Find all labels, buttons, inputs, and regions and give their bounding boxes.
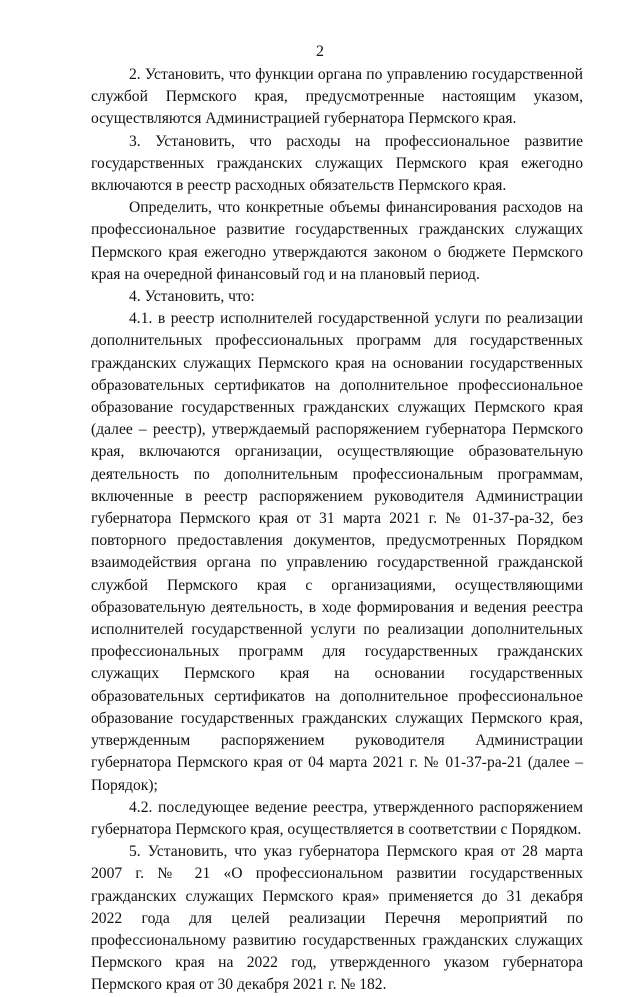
paragraph-clause-3: 3. Установить, что расходы на профессиональное развитие государственных гражданских служащих Пермского края ежегодно включаются в реестр расходных обязательств Пермского края.	[91, 132, 583, 195]
document-body	[91, 64, 583, 997]
paragraph-clause-2: 2. Установить, что функции органа по управлению государственной службой Пермского края, предусмотренные настоящим указом, осуществляются Администрацией губернатора Пермского края.	[91, 66, 583, 128]
paragraph-clause-4: 4. Установить, что:	[129, 288, 255, 306]
paragraph-clause-4-2: 4.2. последующее ведение реестра, утвержденного распоряжением губернатора Пермского края, осуществляется в соответствии с Порядком.	[91, 798, 583, 838]
paragraph-financing: Определить, что конкретные объемы финансирования расходов на профессиональное развитие государственных гражданских служащих Пермского края ежегодно утверждаются законом о бюджете Пермского края на очередной финансовый год и на плановый период.	[91, 199, 583, 283]
page-number: 2	[316, 43, 324, 60]
paragraph-clause-4-1: 4.1. в реестр исполнителей государственной услуги по реализации дополнительных профессиональных программ для государственных гражданских служащих Пермского края на основании государственных образовательных сертификатов на дополнительное профессиональное образование государственных гражданских служащих Пермского края (далее – реестр), утверждаемый распоряжением губернатора Пермского края, включаются организации, осуществляющие образовательную деятельность по дополнительным профессиональным программам, включенные в реестр распоряжением руководителя Администрации губернатора Пермского края от 31 марта 2021 г. № 01-37-ра-32, без повторного предоставления документов, предусмотренных Порядком взаимодействия органа по управлению государственной гражданской службой Пермского края с организациями, осуществляющими образовательную деятельность, в ходе формирования и ведения реестра исполнителей государственной услуги по реализации дополнительных профессиональных программ для государственных гражданских служащих Пермского края на основании государственных образовательных сертификатов на дополнительное профессиональное образование государственных гражданских служащих Пермского края, утвержденным распоряжением руководителя Администрации губернатора Пермского края от 04 марта 2021 г. № 01-37-ра-21 (далее – Порядок);	[91, 310, 583, 794]
paragraph-clause-5: 5. Установить, что указ губернатора Пермского края от 28 марта 2007 г. № 21 «О профессиональном развитии государственных гражданских служащих Пермского края» применяется до 31 декабря 2022 года для целей реализации Перечня мероприятий по профессиональному развитию государственных гражданских служащих Пермского края на 2022 год, утвержденного указом губернатора Пермского края от 30 декабря 2021 г. № 182.	[91, 843, 583, 994]
